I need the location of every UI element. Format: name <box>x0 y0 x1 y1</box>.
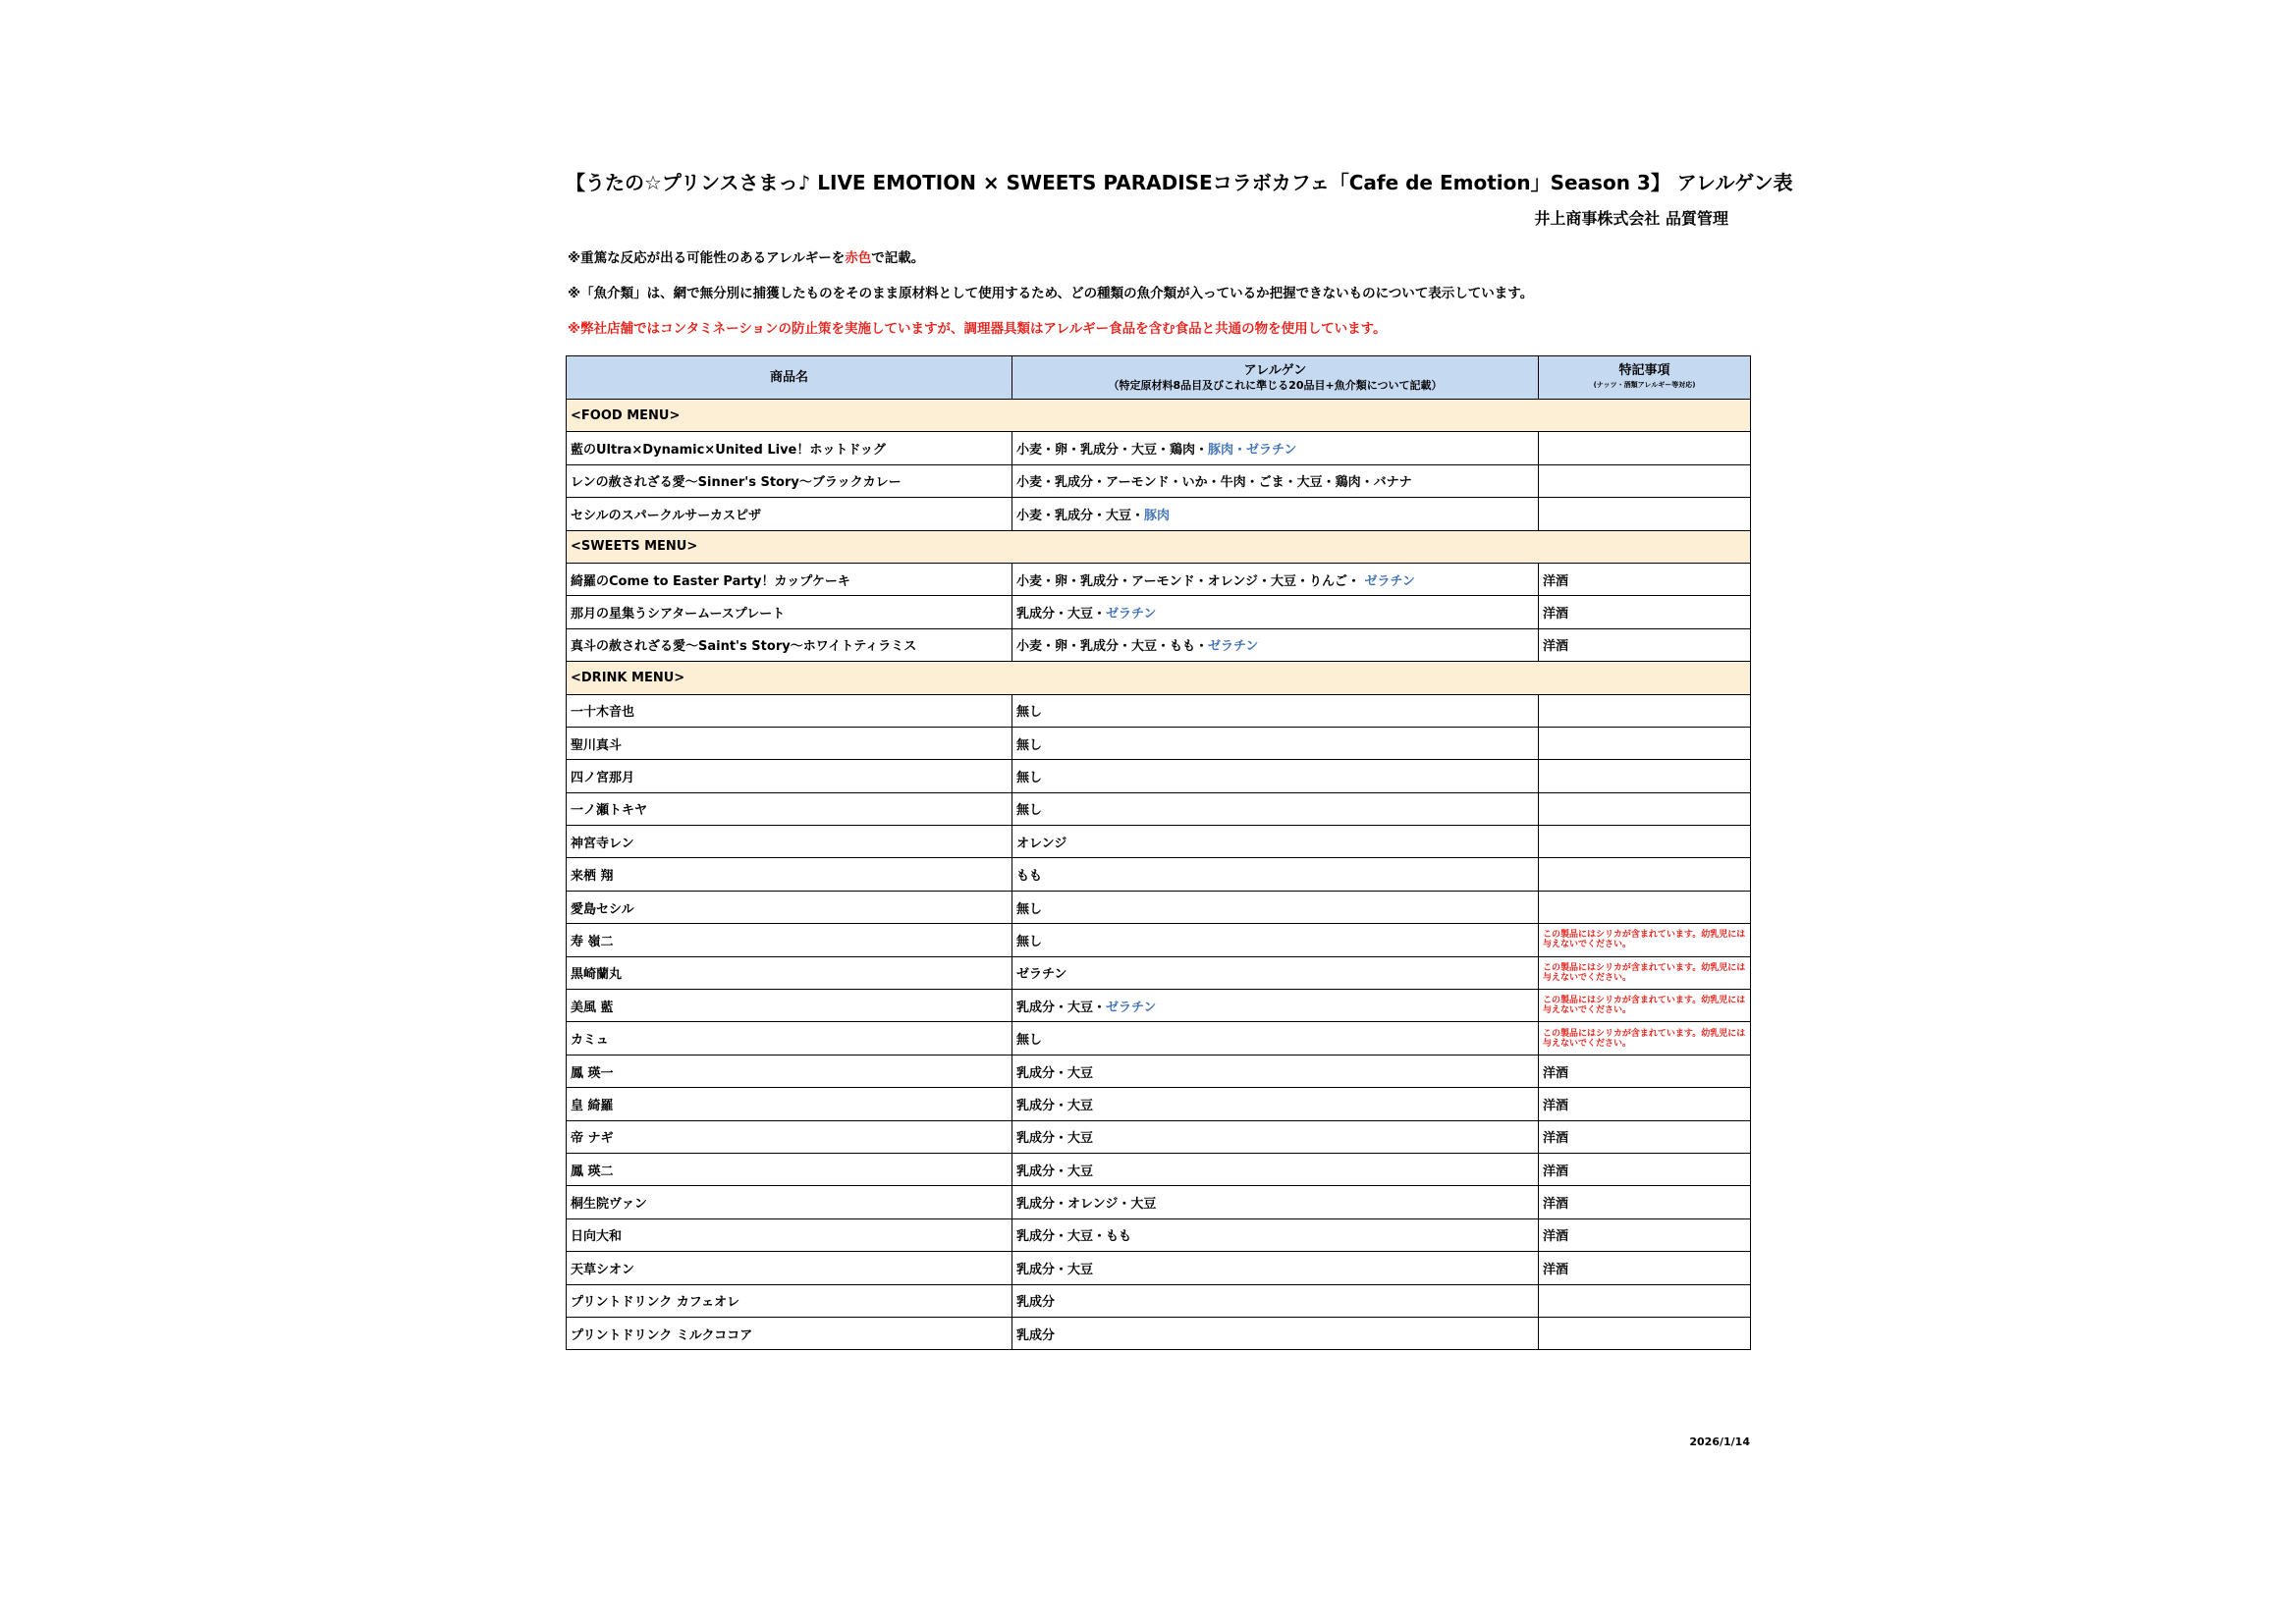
table-row <box>567 1317 1751 1349</box>
note-severe-allergy <box>568 246 924 266</box>
table-row <box>567 464 1751 497</box>
special-note <box>1539 1022 1751 1055</box>
allergen-text-highlight: 豚肉 <box>1144 508 1171 523</box>
section-label: <SWEETS MENU> <box>567 530 1751 563</box>
allergen-table <box>566 355 1751 1350</box>
product-name: 桐生院ヴァン <box>567 1186 1012 1218</box>
product-name: 四ノ宮那月 <box>567 760 1012 792</box>
product-name: 帝 ナギ <box>567 1120 1012 1153</box>
product-name: 来栖 翔 <box>567 858 1012 891</box>
document-date: 2026/1/14 <box>1689 1435 1750 1448</box>
special-note: 洋酒 <box>1539 1218 1751 1251</box>
allergen-text: 乳成分・オレンジ・大豆 <box>1016 1197 1157 1213</box>
table-row <box>567 924 1751 956</box>
special-note <box>1539 990 1751 1022</box>
product-name: 鳳 瑛一 <box>567 1055 1012 1087</box>
product-name: 皇 綺羅 <box>567 1088 1012 1120</box>
product-name: 藍のUltra×Dynamic×United Live！ホットドッグ <box>567 432 1012 464</box>
product-name: 綺羅のCome to Easter Party！カップケーキ <box>567 563 1012 595</box>
allergen-text: 乳成分・大豆・もも <box>1016 1229 1132 1245</box>
table-row <box>567 956 1751 989</box>
allergen-text: 乳成分・大豆 <box>1016 1065 1094 1081</box>
table-row <box>567 891 1751 923</box>
allergen-cell <box>1012 826 1539 858</box>
allergen-text: 無し <box>1016 803 1043 819</box>
table-row <box>567 596 1751 628</box>
table-row <box>567 1055 1751 1087</box>
allergen-cell <box>1012 1153 1539 1185</box>
allergen-text: 無し <box>1016 737 1043 753</box>
note-seafood: ※「魚介類」は、網で無分別に捕獲したものをそのまま原材料として使用するため、どの種類の魚介類が入っているか把握できないものについて表示しています。 <box>568 286 1534 301</box>
allergen-cell <box>1012 1252 1539 1284</box>
allergen-cell <box>1012 1284 1539 1317</box>
header-special-label: 特記事項 <box>1618 362 1670 378</box>
special-note: 洋酒 <box>1539 1153 1751 1185</box>
special-note <box>1539 498 1751 530</box>
allergen-text-highlight: ゼラチン <box>1208 639 1259 655</box>
table-row <box>567 563 1751 595</box>
table-row <box>567 826 1751 858</box>
allergen-text: 無し <box>1016 934 1043 949</box>
note-text: で記載。 <box>871 250 925 266</box>
product-name: 黒崎蘭丸 <box>567 956 1012 989</box>
allergen-cell <box>1012 1218 1539 1251</box>
allergen-text: 乳成分・大豆 <box>1016 1164 1094 1179</box>
product-name: 日向大和 <box>567 1218 1012 1251</box>
table-row <box>567 1088 1751 1120</box>
product-name: 那月の星集うシアタームースプレート <box>567 596 1012 628</box>
special-note: 洋酒 <box>1539 1186 1751 1218</box>
silica-warning: この製品にはシリカが含まれています。幼乳児には与えないでください。 <box>1543 996 1746 1016</box>
product-name: 天草シオン <box>567 1252 1012 1284</box>
silica-warning: この製品にはシリカが含まれています。幼乳児には与えないでください。 <box>1543 962 1746 983</box>
product-name: セシルのスパークルサーカスピザ <box>567 498 1012 530</box>
product-name: 一ノ瀬トキヤ <box>567 792 1012 825</box>
allergen-text: 小麦・卵・乳成分・大豆・もも・ <box>1016 639 1209 655</box>
section-row <box>567 530 1751 563</box>
allergen-cell <box>1012 990 1539 1022</box>
header-product: 商品名 <box>567 356 1012 400</box>
allergen-cell <box>1012 792 1539 825</box>
allergen-text: 無し <box>1016 705 1043 721</box>
table-row <box>567 1186 1751 1218</box>
special-note <box>1539 826 1751 858</box>
section-row <box>567 400 1751 432</box>
allergen-cell <box>1012 760 1539 792</box>
allergen-text-highlight: ゼラチン <box>1106 1000 1157 1015</box>
allergen-cell <box>1012 628 1539 661</box>
table-row <box>567 498 1751 530</box>
special-note <box>1539 694 1751 727</box>
table-row <box>567 760 1751 792</box>
allergen-cell <box>1012 1055 1539 1087</box>
allergen-cell <box>1012 464 1539 497</box>
special-note: 洋酒 <box>1539 1252 1751 1284</box>
allergen-cell <box>1012 694 1539 727</box>
product-name: プリントドリンク ミルクココア <box>567 1317 1012 1349</box>
special-note <box>1539 924 1751 956</box>
product-name: 美風 藍 <box>567 990 1012 1022</box>
allergen-text: もも <box>1016 869 1043 885</box>
allergen-text: 乳成分・大豆・ <box>1016 1000 1107 1015</box>
allergen-cell <box>1012 1317 1539 1349</box>
header-special-sub: (ナッツ・酒類アレルギー等対応) <box>1593 380 1696 389</box>
allergen-text: 乳成分・大豆・ <box>1016 607 1107 623</box>
page-title: 【うたの☆プリンスさまっ♪ LIVE EMOTION × SWEETS PARADISEコラボカフェ「Cafe de Emotion」Season 3】 アレルゲン表 <box>566 171 1793 194</box>
special-note <box>1539 760 1751 792</box>
allergen-text: ゼラチン <box>1016 967 1067 983</box>
product-name: レンの赦されざる愛～Sinner's Story～ブラックカレー <box>567 464 1012 497</box>
allergen-text: 無し <box>1016 770 1043 785</box>
header-allergen <box>1012 356 1539 400</box>
allergen-cell <box>1012 1088 1539 1120</box>
product-name: 鳳 瑛二 <box>567 1153 1012 1185</box>
product-name: プリントドリンク カフェオレ <box>567 1284 1012 1317</box>
allergen-cell <box>1012 563 1539 595</box>
silica-warning: この製品にはシリカが含まれています。幼乳児には与えないでください。 <box>1543 1028 1746 1049</box>
special-note <box>1539 432 1751 464</box>
table-row <box>567 792 1751 825</box>
special-note: 洋酒 <box>1539 1055 1751 1087</box>
product-name: 愛島セシル <box>567 891 1012 923</box>
allergen-cell <box>1012 924 1539 956</box>
allergen-text: 小麦・卵・乳成分・大豆・鶏肉・ <box>1016 443 1209 459</box>
special-note <box>1539 858 1751 891</box>
special-note: 洋酒 <box>1539 1120 1751 1153</box>
allergen-text: 小麦・乳成分・アーモンド・いか・牛肉・ごま・大豆・鶏肉・バナナ <box>1016 475 1412 491</box>
company-name: 井上商事株式会社 品質管理 <box>1534 209 1728 228</box>
allergen-cell <box>1012 1186 1539 1218</box>
special-note <box>1539 792 1751 825</box>
table-row <box>567 1022 1751 1055</box>
table-header-row <box>567 356 1751 400</box>
allergen-text: 乳成分・大豆 <box>1016 1262 1094 1277</box>
allergen-cell <box>1012 858 1539 891</box>
allergen-text-highlight: ゼラチン <box>1364 573 1415 589</box>
special-note: 洋酒 <box>1539 628 1751 661</box>
table-row <box>567 1284 1751 1317</box>
special-note: 洋酒 <box>1539 596 1751 628</box>
allergen-cell <box>1012 956 1539 989</box>
product-name: 寿 嶺二 <box>567 924 1012 956</box>
allergen-text: オレンジ <box>1016 836 1067 851</box>
allergen-cell <box>1012 1022 1539 1055</box>
special-note <box>1539 1317 1751 1349</box>
product-name: 真斗の赦されざる愛～Saint's Story～ホワイトティラミス <box>567 628 1012 661</box>
table-row <box>567 858 1751 891</box>
allergen-text: 無し <box>1016 1033 1043 1049</box>
product-name: 聖川真斗 <box>567 727 1012 759</box>
special-note <box>1539 891 1751 923</box>
table-row <box>567 1218 1751 1251</box>
table-row <box>567 1120 1751 1153</box>
table-row <box>567 1153 1751 1185</box>
special-note <box>1539 464 1751 497</box>
allergen-text: 乳成分 <box>1016 1327 1056 1343</box>
product-name: 神宮寺レン <box>567 826 1012 858</box>
section-label: <FOOD MENU> <box>567 400 1751 432</box>
allergen-text: 乳成分 <box>1016 1295 1056 1311</box>
section-row <box>567 662 1751 694</box>
note-contamination: ※弊社店舗ではコンタミネーションの防止策を実施していますが、調理器具類はアレルギー食品を含む食品と共通の物を使用しています。 <box>568 321 1387 337</box>
table-row <box>567 1252 1751 1284</box>
special-note: 洋酒 <box>1539 1088 1751 1120</box>
silica-warning: この製品にはシリカが含まれています。幼乳児には与えないでください。 <box>1543 930 1746 950</box>
allergen-cell <box>1012 596 1539 628</box>
special-note <box>1539 1284 1751 1317</box>
table-row <box>567 990 1751 1022</box>
allergen-cell <box>1012 498 1539 530</box>
table-row <box>567 727 1751 759</box>
table-row <box>567 432 1751 464</box>
product-name: カミュ <box>567 1022 1012 1055</box>
section-label: <DRINK MENU> <box>567 662 1751 694</box>
special-note <box>1539 956 1751 989</box>
allergen-cell <box>1012 1120 1539 1153</box>
allergen-cell <box>1012 891 1539 923</box>
table-row <box>567 694 1751 727</box>
header-allergen-label: アレルゲン <box>1243 362 1307 378</box>
allergen-text-highlight: 豚肉・ゼラチン <box>1208 443 1297 459</box>
header-special <box>1539 356 1751 400</box>
allergen-text-highlight: ゼラチン <box>1106 607 1157 623</box>
allergen-text: 乳成分・大豆 <box>1016 1131 1094 1147</box>
allergen-text: 乳成分・大豆 <box>1016 1098 1094 1113</box>
allergen-cell <box>1012 432 1539 464</box>
allergen-cell <box>1012 727 1539 759</box>
allergen-text: 小麦・乳成分・大豆・ <box>1016 508 1145 523</box>
special-note <box>1539 727 1751 759</box>
allergen-text: 小麦・卵・乳成分・アーモンド・オレンジ・大豆・りんご・ <box>1016 573 1365 589</box>
header-allergen-sub: （特定原材料8品目及びこれに準じる20品目+魚介類について記載） <box>1108 378 1443 392</box>
product-name: 一十木音也 <box>567 694 1012 727</box>
note-red-word: 赤色 <box>845 250 872 266</box>
table-row <box>567 628 1751 661</box>
special-note: 洋酒 <box>1539 563 1751 595</box>
note-text: ※重篤な反応が出る可能性のあるアレルギーを <box>568 250 846 266</box>
allergen-text: 無し <box>1016 901 1043 917</box>
